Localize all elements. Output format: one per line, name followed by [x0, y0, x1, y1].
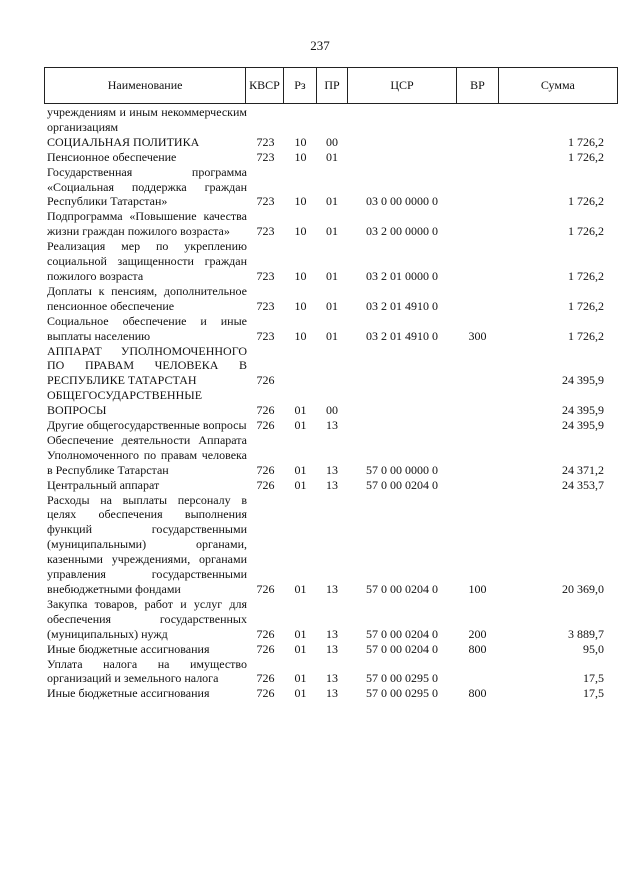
row-name: Пенсионное обеспечение: [47, 149, 177, 164]
row-rz: 01: [294, 626, 307, 641]
row-vr: 100: [468, 582, 487, 596]
table-row: [44, 284, 618, 314]
row-vr: 200: [468, 626, 487, 641]
table-row: [44, 150, 618, 165]
row-pr: 13: [326, 686, 338, 701]
row-csr: 03 2 01 4910 0: [366, 328, 438, 343]
row-rz: 10: [294, 134, 307, 149]
row-vr: [457, 433, 498, 478]
row-rz: 01: [294, 582, 307, 596]
row-sum: [498, 105, 618, 135]
row-sum: 3 889,7: [568, 626, 604, 641]
budget-table: [44, 67, 618, 701]
row-pr: 13: [326, 418, 338, 433]
row-sum: 1 726,2: [568, 149, 604, 164]
row-vr: 800: [468, 641, 487, 656]
row-rz: 01: [294, 418, 307, 433]
row-sum: 24 395,9: [562, 373, 604, 388]
row-csr: [347, 344, 457, 389]
row-vr: [457, 418, 498, 433]
row-kvsr: 726: [256, 477, 275, 492]
row-pr: 13: [326, 671, 338, 686]
table-row: [44, 314, 618, 344]
row-kvsr: 726: [256, 686, 275, 701]
header-rz: Рз: [283, 68, 317, 103]
row-rz: 10: [294, 224, 307, 239]
row-csr: [347, 135, 457, 150]
row-vr: 800: [468, 686, 487, 701]
row-csr: 57 0 00 0204 0: [366, 641, 438, 656]
row-csr: 57 0 00 0204 0: [366, 582, 438, 596]
table-row: [44, 344, 618, 389]
row-sum: 1 726,2: [568, 134, 604, 149]
row-rz: 01: [294, 477, 307, 492]
row-kvsr: 726: [256, 462, 275, 477]
table-row: [44, 105, 618, 135]
header-csr: ЦСР: [347, 68, 456, 103]
row-pr: 01: [326, 194, 338, 209]
row-name: учреждениям и иным некоммерческим организациям: [47, 105, 247, 134]
header-kvsr: КВСР: [245, 68, 282, 103]
table-row: [44, 135, 618, 150]
row-csr: [347, 105, 457, 135]
table-body: [44, 105, 618, 701]
row-vr: [457, 165, 498, 210]
row-kvsr: 726: [256, 671, 275, 686]
table-row: [44, 657, 618, 687]
row-pr: [317, 344, 347, 389]
header-vr: ВР: [456, 68, 497, 103]
row-vr: [457, 388, 498, 418]
row-vr: [457, 209, 498, 239]
row-csr: 57 0 00 0295 0: [366, 686, 438, 701]
row-sum: 20 369,0: [562, 582, 604, 596]
row-kvsr: 726: [256, 403, 275, 418]
row-csr: 57 0 00 0000 0: [366, 462, 438, 477]
row-pr: 13: [326, 626, 338, 641]
row-pr: 01: [326, 328, 338, 343]
row-csr: 03 0 00 0000 0: [366, 194, 438, 209]
row-csr: [347, 150, 457, 165]
row-pr: 01: [326, 298, 338, 313]
row-rz: 10: [294, 328, 307, 343]
page-number: 237: [310, 38, 330, 53]
row-name: Уплата налога на имущество организаций и земельного налога: [47, 656, 247, 686]
table-row: [44, 597, 618, 642]
row-vr: [457, 150, 498, 165]
row-kvsr: 726: [256, 626, 275, 641]
row-csr: [347, 418, 457, 433]
row-name: Закупка товаров, работ и услуг для обеспечения государственных (муниципальных) нужд: [47, 596, 247, 641]
row-sum: 1 726,2: [568, 328, 604, 343]
row-name: СОЦИАЛЬНАЯ ПОЛИТИКА: [47, 134, 200, 149]
row-name: Центральный аппарат: [47, 477, 160, 492]
row-pr: 13: [326, 477, 338, 492]
table-header: [44, 67, 618, 104]
row-sum: 24 353,7: [562, 477, 604, 492]
row-rz: 01: [294, 641, 307, 656]
row-csr: 57 0 00 0295 0: [366, 671, 438, 686]
table-row: [44, 433, 618, 478]
row-pr: 01: [326, 268, 338, 283]
row-rz: 01: [294, 686, 307, 701]
row-csr: 57 0 00 0204 0: [366, 626, 438, 641]
row-pr: 13: [326, 582, 338, 596]
table-row: [44, 686, 618, 701]
table-row: [44, 239, 618, 284]
row-sum: 1 726,2: [568, 224, 604, 239]
row-rz: 01: [294, 403, 307, 418]
row-pr: 13: [326, 641, 338, 656]
row-kvsr: [247, 105, 284, 135]
header-pr: ПР: [316, 68, 347, 103]
row-name: Обеспечение деятельности Аппарата Уполномоченного по правам человека в Республике Татарстан: [47, 432, 247, 477]
row-sum: 1 726,2: [568, 268, 604, 283]
row-name: Реализация мер по укреплению социальной защищенности граждан пожилого возраста: [47, 239, 247, 283]
row-sum: 24 371,2: [562, 462, 604, 477]
row-kvsr: 723: [256, 149, 275, 164]
row-kvsr: 723: [256, 328, 275, 343]
table-row: [44, 478, 618, 493]
row-vr: [457, 135, 498, 150]
row-rz: 10: [294, 298, 307, 313]
row-vr: [457, 344, 498, 389]
row-name: Расходы на выплаты персоналу в целях обеспечения выполнения функций государственными (муниципальными) органами, казенными учреждениями, органами управления государственными внебюджетными фондами: [47, 492, 247, 596]
header-sum: Сумма: [498, 68, 617, 103]
row-sum: 24 395,9: [562, 403, 604, 418]
row-kvsr: 723: [256, 194, 275, 209]
row-kvsr: 726: [256, 582, 275, 596]
row-csr: 57 0 00 0204 0: [366, 477, 438, 492]
row-rz: 10: [294, 268, 307, 283]
table-row: [44, 165, 618, 210]
row-kvsr: 726: [256, 418, 275, 433]
row-name: Государственная программа «Социальная поддержка граждан Республики Татарстан»: [47, 164, 247, 209]
row-pr: 00: [326, 134, 338, 149]
row-pr: 00: [326, 403, 338, 418]
row-sum: 95,0: [583, 641, 604, 656]
row-sum: 17,5: [583, 671, 604, 686]
row-name: Социальное обеспечение и иные выплаты населению: [47, 313, 247, 343]
row-rz: 10: [294, 194, 307, 209]
row-name: Другие общегосударственные вопросы: [47, 418, 247, 433]
row-kvsr: 726: [256, 641, 275, 656]
row-vr: [457, 657, 498, 687]
row-vr: [457, 105, 498, 135]
row-kvsr: 723: [256, 224, 275, 239]
row-name: Подпрограмма «Повышение качества жизни граждан пожилого возраста»: [47, 209, 247, 239]
row-pr: 01: [326, 224, 338, 239]
row-kvsr: 723: [256, 268, 275, 283]
row-rz: 01: [294, 462, 307, 477]
row-csr: 03 2 01 4910 0: [366, 298, 438, 313]
row-rz: [284, 105, 317, 135]
row-csr: 03 2 00 0000 0: [366, 224, 438, 239]
row-name: Иные бюджетные ассигнования: [47, 641, 210, 656]
row-csr: 03 2 01 0000 0: [366, 268, 438, 283]
row-kvsr: 723: [256, 134, 275, 149]
row-rz: [284, 344, 317, 389]
row-name: Доплаты к пенсиям, дополнительное пенсионное обеспечение: [47, 283, 247, 313]
row-vr: [457, 478, 498, 493]
table-row: [44, 418, 618, 433]
row-name: Иные бюджетные ассигнования: [47, 686, 210, 701]
row-pr: [317, 105, 347, 135]
row-sum: 1 726,2: [568, 298, 604, 313]
table-row: [44, 209, 618, 239]
row-sum: 1 726,2: [568, 194, 604, 209]
row-rz: 01: [294, 671, 307, 686]
row-sum: 24 395,9: [562, 418, 604, 433]
row-vr: [457, 284, 498, 314]
row-pr: 01: [326, 149, 338, 164]
row-csr: [347, 388, 457, 418]
header-name: Наименование: [107, 78, 183, 92]
row-kvsr: 723: [256, 298, 275, 313]
table-row: [44, 388, 618, 418]
table-row: [44, 493, 618, 597]
row-pr: 13: [326, 462, 338, 477]
row-vr: 300: [468, 328, 487, 343]
table-row: [44, 642, 618, 657]
row-vr: [457, 239, 498, 284]
row-rz: 10: [294, 149, 307, 164]
row-name: АППАРАТ УПОЛНОМОЧЕННОГО ПО ПРАВАМ ЧЕЛОВЕКА В РЕСПУБЛИКЕ ТАТАРСТАН: [47, 343, 247, 388]
row-kvsr: 726: [256, 373, 275, 388]
row-name: ОБЩЕГОСУДАРСТВЕННЫЕ ВОПРОСЫ: [47, 388, 203, 418]
row-sum: 17,5: [583, 686, 604, 701]
